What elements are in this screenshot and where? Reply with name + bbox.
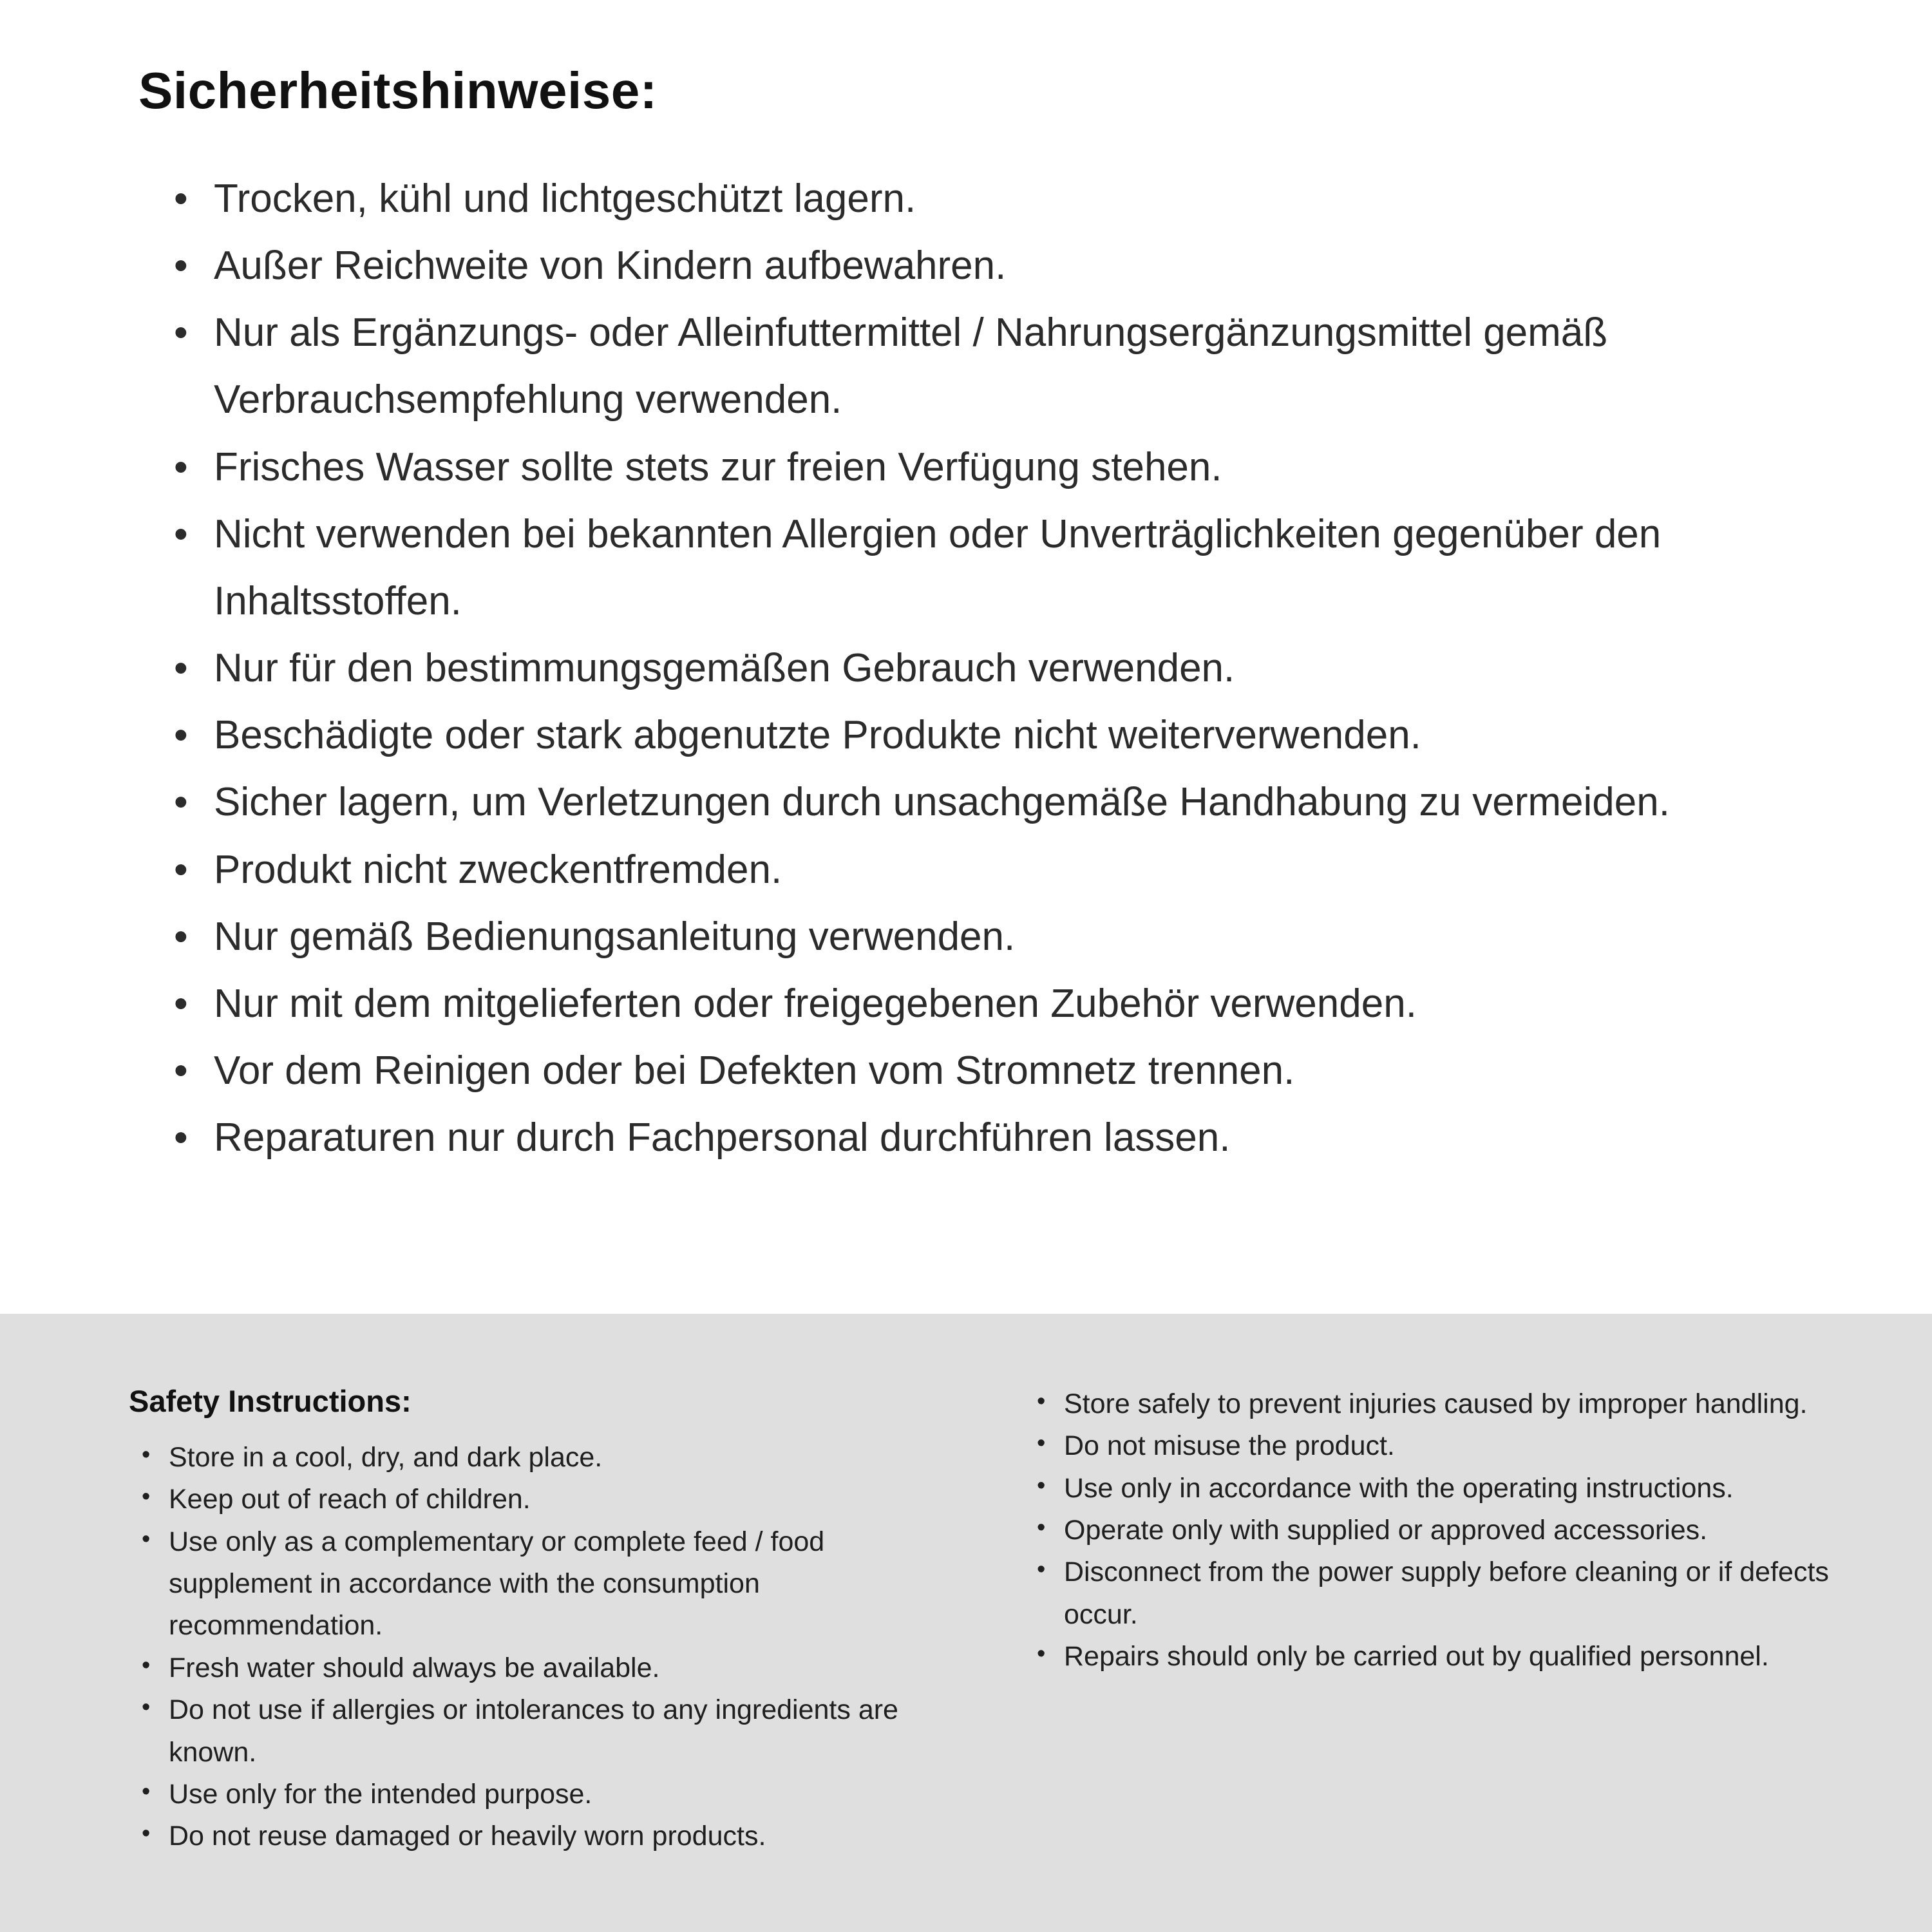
list-item: • Do not use if allergies or intolerances to any ingredients are known. [142,1689,966,1774]
list-item: • Nur für den bestimmungsgemäßen Gebrauch verwenden. [174,635,1829,702]
german-section-title: Sicherheitshinweise: [138,62,658,119]
german-instructions-list [138,166,1829,1171]
english-safety-section [0,1314,1932,1932]
list-item: • Nur als Ergänzungs- oder Alleinfuttermittel / Nahrungsergänzungsmittel gemäß Verbrauchsempfehlung verwenden. [174,299,1829,433]
list-item: • Use only as a complementary or complete feed / food supplement in accordance with the consumption recommendation. [142,1521,966,1647]
list-item: • Nur mit dem mitgelieferten oder freigegebenen Zubehör verwenden. [174,971,1829,1037]
english-instructions-list-left [129,1437,966,1858]
list-item: • Operate only with supplied or approved accessories. [1037,1510,1855,1551]
list-item: • Produkt nicht zweckentfremden. [174,837,1829,904]
list-item: • Disconnect from the power supply before cleaning or if defects occur. [1037,1551,1855,1636]
list-item: • Nicht verwenden bei bekannten Allergien oder Unverträglichkeiten gegenüber den Inhaltsstoffen. [174,501,1829,635]
list-item: • Frisches Wasser sollte stets zur freien Verfügung stehen. [174,434,1829,501]
list-item: • Sicher lagern, um Verletzungen durch unsachgemäße Handhabung zu vermeiden. [174,769,1829,836]
english-instructions-list-right [1037,1383,1855,1678]
list-item: • Do not reuse damaged or heavily worn products. [142,1815,966,1857]
list-item: • Use only in accordance with the operating instructions. [1037,1468,1855,1510]
list-item: • Vor dem Reinigen oder bei Defekten vom Stromnetz trennen. [174,1037,1829,1104]
list-item: • Use only for the intended purpose. [142,1774,966,1815]
english-section-title: Safety Instructions: [129,1384,412,1418]
english-left-column [129,1383,966,1932]
list-item: • Store safely to prevent injuries caused by improper handling. [1037,1383,1855,1425]
list-item: • Store in a cool, dry, and dark place. [142,1437,966,1479]
english-right-column [1037,1383,1855,1932]
list-item: • Keep out of reach of children. [142,1479,966,1520]
list-item: • Außer Reichweite von Kindern aufbewahren. [174,232,1829,299]
list-item: • Repairs should only be carried out by qualified personnel. [1037,1636,1855,1678]
list-item: • Beschädigte oder stark abgenutzte Produkte nicht weiterverwenden. [174,702,1829,769]
list-item: • Fresh water should always be available. [142,1647,966,1689]
list-item: • Do not misuse the product. [1037,1425,1855,1467]
list-item: • Trocken, kühl und lichtgeschützt lagern. [174,166,1829,232]
list-item: • Nur gemäß Bedienungsanleitung verwenden. [174,904,1829,971]
list-item: • Reparaturen nur durch Fachpersonal durchführen lassen. [174,1104,1829,1171]
